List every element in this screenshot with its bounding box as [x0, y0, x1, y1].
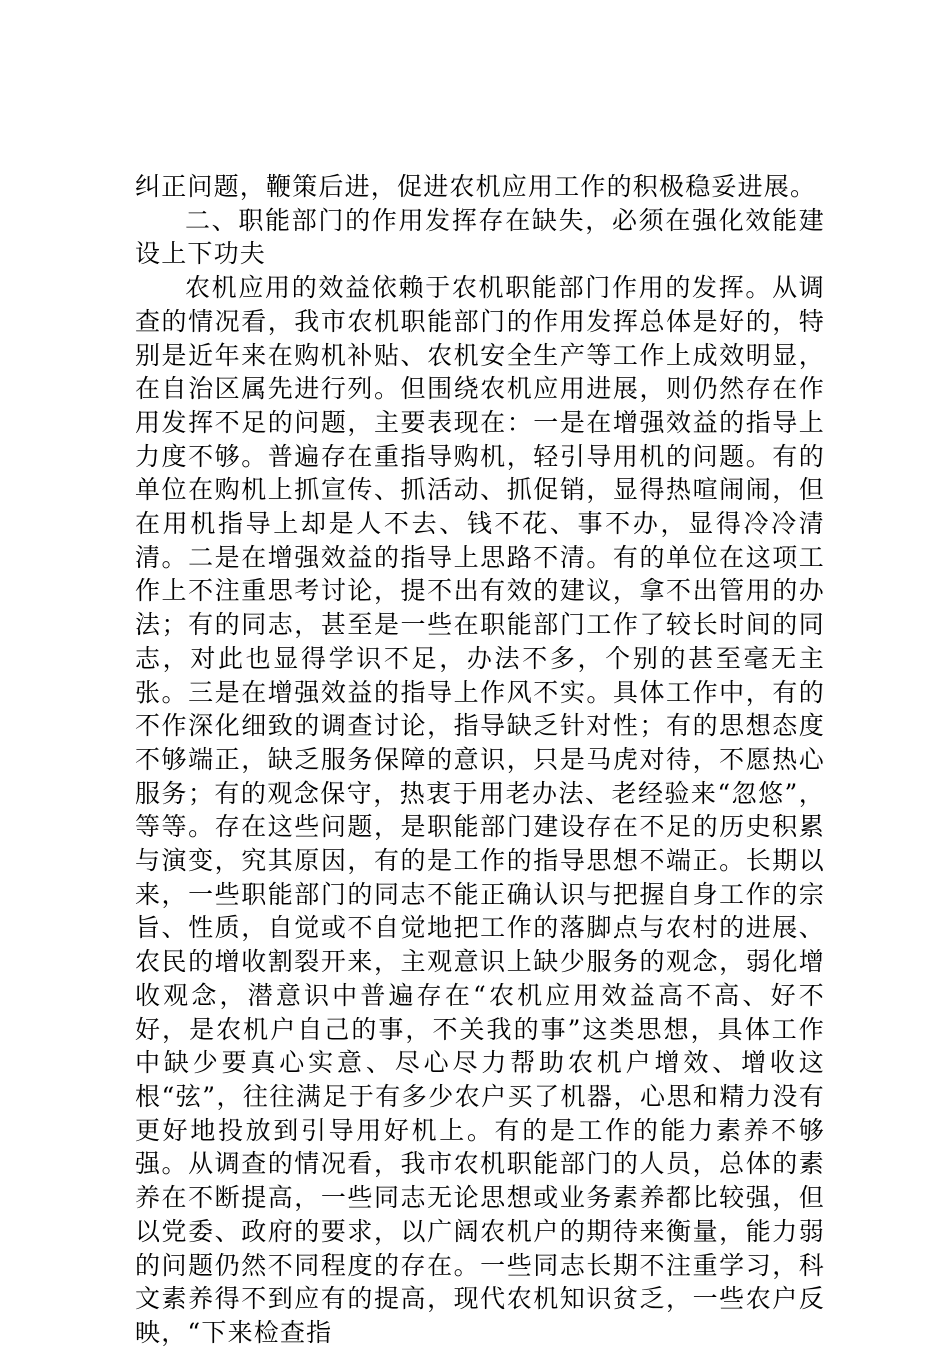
section-heading: 二、职能部门的作用发挥存在缺失，必须在强化效能建设上下功夫 [135, 205, 825, 269]
paragraph-continuation: 纠正问题，鞭策后进，促进农机应用工作的积极稳妥进展。 [135, 172, 817, 201]
paragraph-body: 农机应用的效益依赖于农机职能部门作用的发挥。从调查的情况看，我市农机职能部门的作用发挥总体是好的，特别是近年来在购机补贴、农机安全生产等工作上成效明显，在自治区属先进行列。但围绕农机应用进展，则仍然存在作用发挥不足的问题，主要表现在：一是在增强效益的指导上力度不够。普遍存在重指导购机，轻引导用机的问题。有的单位在购机上抓宣传、抓活动、抓促销，显得热喧闹闹，但在用机指导上却是人不去、钱不花、事不办，显得冷冷清清。二是在增强效益的指导上思路不清。有的单位在这项工作上不注重思考讨论，提不出有效的建议，拿不出管用的办法；有的同志，甚至是一些在职能部门工作了较长时间的同志，对此也显得学识不足，办法不多，个别的甚至毫无主张。三是在增强效益的指导上作风不实。具体工作中，有的不作深化细致的调查讨论，指导缺乏针对性；有的思想态度不够端正，缺乏服务保障的意识，只是马虎对待，不愿热心服务；有的观念保守，热衷于用老办法、老经验来“忽悠”，等等。存在这些问题，是职能部门建设存在不足的历史积累与演变，究其原因，有的是工作的指导思想不端正。长期以来，一些职能部门的同志不能正确认识与把握自身工作的宗旨、性质，自觉或不自觉地把工作的落脚点与农村的进展、农民的增收割裂开来，主观意识上缺少服务的观念，弱化增收观念，潜意识中普遍存在“农机应用效益高不高、好不好，是农机户自己的事，不关我的事”这类思想，具体工作中缺少要真心实意、尽心尽力帮助农机户增效、增收这根“弦”，往往满足于有多少农户买了机器，心思和精力没有更好地投放到引导用好机上。有的是工作的能力素养不够强。从调查的情况看，我市农机职能部门的人员，总体的素养在不断提高，一些同志无论思想或业务素养都比较强，但以党委、政府的要求，以广阔农机户的期待来衡量，能力弱的问题仍然不同程度的存在。一些同志长期不注重学习，科文素养得不到应有的提高，现代农机知识贫乏，一些农户反映，“下来检查指 [135, 273, 825, 1347]
document-body [135, 170, 825, 1350]
